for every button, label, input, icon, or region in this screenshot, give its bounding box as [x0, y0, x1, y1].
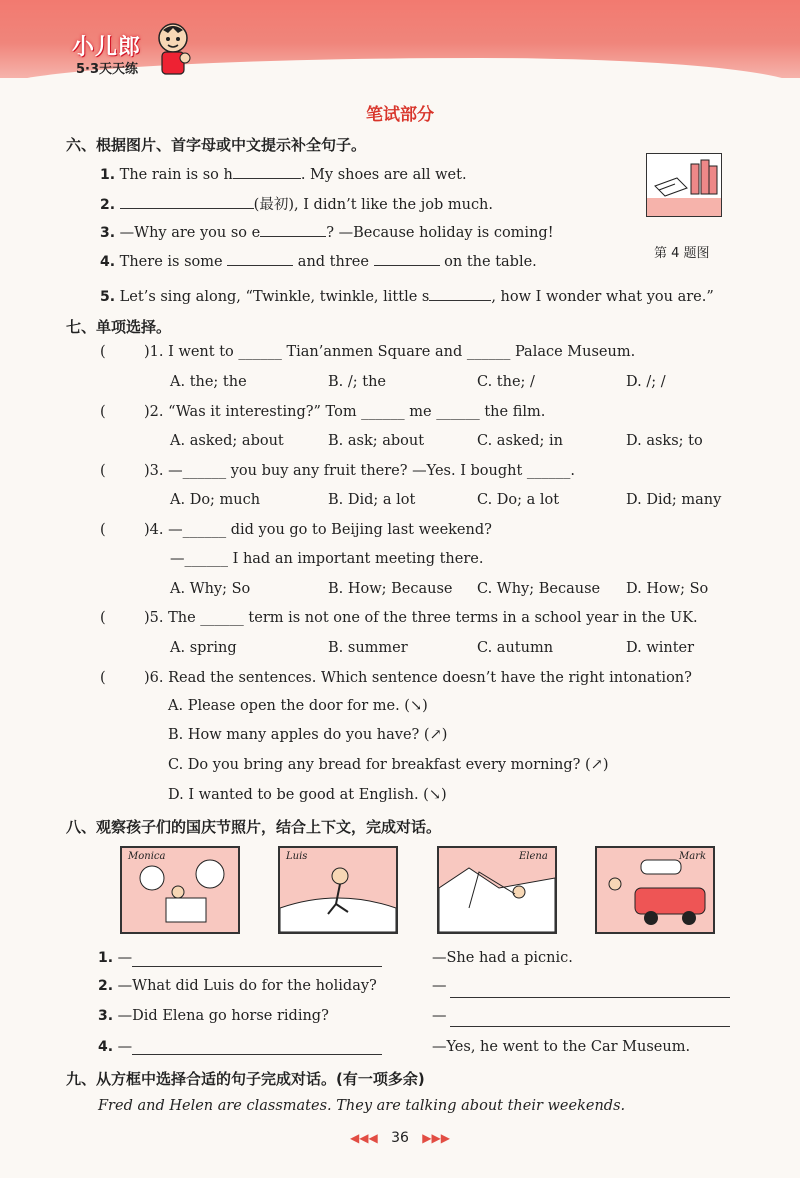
mc-q1-stem: )1. I went to ______ Tian’anmen Square and ______ Palace Museum.: [144, 344, 636, 360]
mc-q2-opt-b[interactable]: B. ask; about: [328, 433, 425, 449]
picture-luis-label: Luis: [286, 851, 308, 862]
answer-paren-2[interactable]: (: [100, 404, 106, 420]
s6-q4-text-c: on the table.: [444, 254, 537, 270]
figure-caption: 第 4 题图: [654, 246, 710, 261]
mc-q2-opt-c[interactable]: C. asked; in: [477, 433, 564, 449]
mc-q3-opt-b[interactable]: B. Did; a lot: [328, 492, 416, 508]
dialog-1-a: —She had a picnic.: [432, 950, 573, 966]
s6-q4-num: 4.: [100, 254, 116, 270]
s6-q4-text-b: and three: [297, 254, 369, 270]
footer-right-arrows-icon: ▶▶▶: [422, 1131, 450, 1145]
s6-q1-text-b: . My shoes are all wet.: [300, 167, 467, 183]
picture-luis: [278, 846, 398, 934]
footer-left-arrows-icon: ◀◀◀: [350, 1131, 378, 1145]
q4-figure: [646, 153, 722, 217]
mc-q3-stem: )3. —______ you buy any fruit there? —Yes. I bought ______.: [144, 463, 576, 479]
picture-mark: [595, 846, 715, 934]
mc-q5-stem: )5. The ______ term is not one of the three terms in a school year in the UK.: [144, 610, 698, 626]
page-title: 笔试部分: [366, 105, 434, 125]
dialog-4-q: [98, 1039, 132, 1055]
s6-q3: [100, 222, 554, 241]
s6-q4: [100, 251, 537, 270]
dialog-1-num: 1.: [98, 950, 114, 966]
mc-q4-stem2: —______ I had an important meeting there.: [170, 551, 484, 567]
mc-q1-opt-a[interactable]: A. the; the: [170, 374, 247, 390]
s6-q5-blank[interactable]: [429, 286, 491, 301]
mc-q4-stem: )4. —______ did you go to Beijing last weekend?: [144, 522, 492, 538]
dialog-4-q-text: —: [117, 1039, 133, 1055]
dialog-4-num: 4.: [98, 1039, 114, 1055]
brand-subtitle: 5·3天天练: [76, 62, 139, 77]
s6-q3-text-b: ? —Because holiday is coming!: [326, 225, 554, 241]
dialog-3-num: 3.: [98, 1008, 114, 1024]
mc-q5-opt-c[interactable]: C. autumn: [477, 640, 554, 656]
picture-elena-label: Elena: [519, 851, 548, 862]
mc-q6-opt-b[interactable]: B. How many apples do you have? (↗): [168, 727, 448, 743]
mc-q2-opt-a[interactable]: A. asked; about: [170, 433, 284, 449]
mc-q6-opt-a[interactable]: A. Please open the door for me. (↘): [168, 698, 428, 714]
section7-heading: 七、单项选择。: [66, 318, 172, 336]
s6-q2-blank[interactable]: [120, 194, 254, 209]
mc-q3-opt-c[interactable]: C. Do; a lot: [477, 492, 560, 508]
s6-q3-text-a: —Why are you so e: [119, 225, 261, 241]
s6-q4-text-a: There is some: [119, 254, 223, 270]
dialog-3-q: [98, 1008, 329, 1024]
section9-intro: Fred and Helen are classmates. They are talking about their weekends.: [98, 1098, 626, 1114]
page-footer: [0, 1130, 800, 1146]
s6-q1-blank[interactable]: [233, 164, 301, 179]
s6-q3-blank[interactable]: [260, 222, 326, 237]
mc-q4-opt-b[interactable]: B. How; Because: [328, 581, 453, 597]
answer-paren-3[interactable]: (: [100, 463, 106, 479]
s6-q5-text-a: Let’s sing along, “Twinkle, twinkle, little s: [119, 289, 430, 305]
mc-q2-opt-d[interactable]: D. asks; to: [626, 433, 703, 449]
picture-elena: [437, 846, 557, 934]
answer-paren-6[interactable]: (: [100, 670, 106, 686]
picture-monica: [120, 846, 240, 934]
mascot-icon: [150, 20, 196, 76]
mc-q1-opt-d[interactable]: D. /; /: [626, 374, 666, 390]
s6-q1: [100, 164, 467, 183]
section6-heading: 六、根据图片、首字母或中文提示补全句子。: [66, 136, 367, 154]
mc-q2-stem: )2. “Was it interesting?” Tom ______ me ______ the film.: [144, 404, 546, 420]
dialog-4-answer-line[interactable]: [132, 1040, 382, 1055]
answer-paren-4[interactable]: (: [100, 522, 106, 538]
mc-q6-opt-d[interactable]: D. I wanted to be good at English. (↘): [168, 787, 447, 803]
mc-q1-opt-c[interactable]: C. the; /: [477, 374, 535, 390]
mc-q4-opt-c[interactable]: C. Why; Because: [477, 581, 601, 597]
bottles-bread-icon: [647, 154, 721, 216]
dialog-3-q-text: —Did Elena go horse riding?: [117, 1008, 329, 1024]
mc-q4-opt-a[interactable]: A. Why; So: [170, 581, 251, 597]
mc-q1-opt-b[interactable]: B. /; the: [328, 374, 386, 390]
s6-q5-num: 5.: [100, 289, 116, 305]
page-number: 36: [391, 1130, 409, 1146]
mc-q4-opt-d[interactable]: D. How; So: [626, 581, 709, 597]
section9-heading: 九、从方框中选择合适的句子完成对话。(有一项多余): [66, 1070, 425, 1088]
dialog-3-answer-line[interactable]: [450, 1012, 730, 1027]
section8-heading: 八、观察孩子们的国庆节照片，结合上下文，完成对话。: [66, 818, 442, 836]
dialog-3-a: —: [432, 1008, 447, 1024]
picture-monica-label: Monica: [128, 851, 166, 862]
dialog-1-q: [98, 950, 132, 966]
s6-q2-text-a: (最初), I didn’t like the job much.: [253, 197, 494, 213]
s6-q4-blank-2[interactable]: [374, 251, 440, 266]
answer-paren-5[interactable]: (: [100, 610, 106, 626]
dialog-1-q-text: —: [117, 950, 133, 966]
picture-mark-label: Mark: [679, 851, 707, 862]
brand-logo: 小儿郎: [72, 35, 142, 60]
s6-q4-blank-1[interactable]: [227, 251, 293, 266]
dialog-2-a: —: [432, 978, 447, 994]
s6-q5: [100, 286, 714, 305]
answer-paren-1[interactable]: (: [100, 344, 106, 360]
dialog-2-num: 2.: [98, 978, 114, 994]
dialog-2-q: [98, 978, 377, 994]
mc-q3-opt-a[interactable]: A. Do; much: [170, 492, 261, 508]
s6-q5-text-b: , how I wonder what you are.”: [491, 289, 714, 305]
s6-q2: [100, 193, 493, 214]
dialog-2-q-text: —What did Luis do for the holiday?: [117, 978, 377, 994]
s6-q1-num: 1.: [100, 167, 116, 183]
dialog-2-answer-line[interactable]: [450, 983, 730, 998]
s6-q1-text-a: The rain is so h: [119, 167, 233, 183]
dialog-1-answer-line[interactable]: [132, 952, 382, 967]
dialog-4-a: —Yes, he went to the Car Museum.: [432, 1039, 691, 1055]
s6-q2-num: 2.: [100, 197, 116, 213]
mc-q3-opt-d[interactable]: D. Did; many: [626, 492, 722, 508]
mc-q6-opt-c[interactable]: C. Do you bring any bread for breakfast every morning? (↗): [168, 757, 609, 773]
mc-q6-stem: )6. Read the sentences. Which sentence doesn’t have the right intonation?: [144, 670, 692, 686]
mc-q5-opt-a[interactable]: A. spring: [170, 640, 237, 656]
mc-q5-opt-b[interactable]: B. summer: [328, 640, 408, 656]
s6-q3-num: 3.: [100, 225, 116, 241]
mc-q5-opt-d[interactable]: D. winter: [626, 640, 695, 656]
